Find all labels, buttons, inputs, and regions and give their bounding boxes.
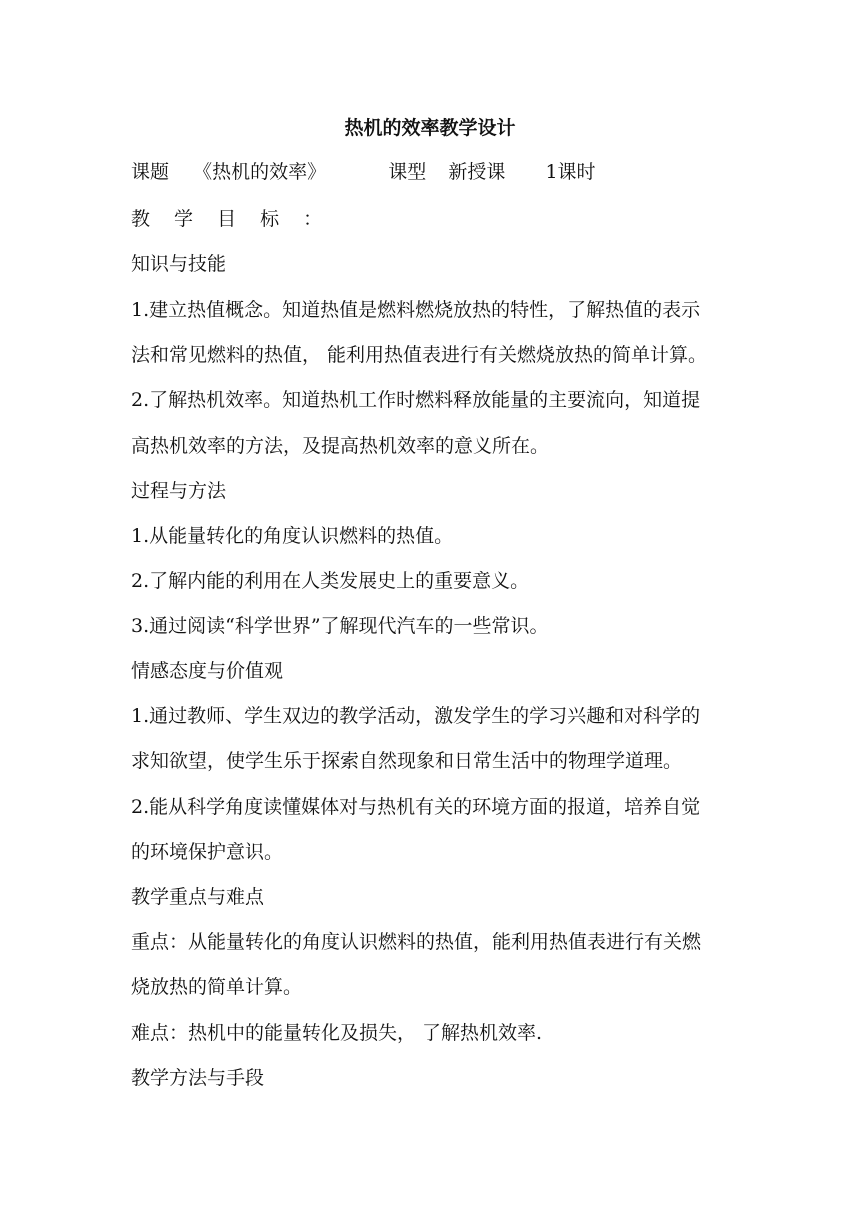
process-item-3: 3.通过阅读“科学世界”了解现代汽车的一些常识。: [131, 615, 549, 637]
class-hours: 1课时: [545, 161, 596, 183]
emotion-item-1-line-2: 求知欲望，使学生乐于探索自然现象和日常生活中的物理学道理。: [131, 750, 683, 772]
emotion-item-2-line-1: 2.能从科学角度读懂媒体对与热机有关的环境方面的报道，培养自觉: [131, 796, 701, 818]
document-title: 热机的效率教学设计: [344, 117, 516, 139]
key-point-line-1: 重点：从能量转化的角度认识燃料的热值，能利用热值表进行有关燃: [131, 931, 702, 953]
topic-label: 课题: [131, 161, 170, 183]
topic-value: 《热机的效率》: [193, 161, 327, 183]
type-label: 课型: [388, 161, 427, 183]
teaching-goals-heading: 教 学 目 标 ：: [131, 208, 332, 230]
course-meta-line: [131, 159, 596, 185]
knowledge-item-1-line-1: 1.建立热值概念。知道热值是燃料燃烧放热的特性，了解热值的表示: [131, 299, 701, 321]
key-point-line-2: 烧放热的简单计算。: [131, 976, 303, 998]
knowledge-item-2-line-2: 高热机效率的方法，及提高热机效率的意义所在。: [131, 435, 550, 457]
knowledge-item-1-line-2: 法和常见燃料的热值， 能利用热值表进行有关燃烧放热的简单计算。: [131, 344, 708, 366]
process-item-2: 2.了解内能的利用在人类发展史上的重要意义。: [131, 570, 530, 592]
type-value: 新授课: [448, 161, 506, 183]
methods-heading: 教学方法与手段: [131, 1067, 265, 1089]
emotion-item-1-line-1: 1.通过教师、学生双边的教学活动，激发学生的学习兴趣和对科学的: [131, 705, 701, 727]
process-method-heading: 过程与方法: [131, 480, 227, 502]
emotion-item-2-line-2: 的环境保护意识。: [131, 841, 284, 863]
difficult-point: 难点：热机中的能量转化及损失， 了解热机效率.: [131, 1022, 543, 1044]
emotion-values-heading: 情感态度与价值观: [131, 660, 284, 682]
knowledge-skills-heading: 知识与技能: [131, 253, 227, 275]
key-difficult-heading: 教学重点与难点: [131, 886, 265, 908]
knowledge-item-2-line-1: 2.了解热机效率。知道热机工作时燃料释放能量的主要流向，知道提: [131, 389, 701, 411]
process-item-1: 1.从能量转化的角度认识燃料的热值。: [131, 525, 454, 547]
